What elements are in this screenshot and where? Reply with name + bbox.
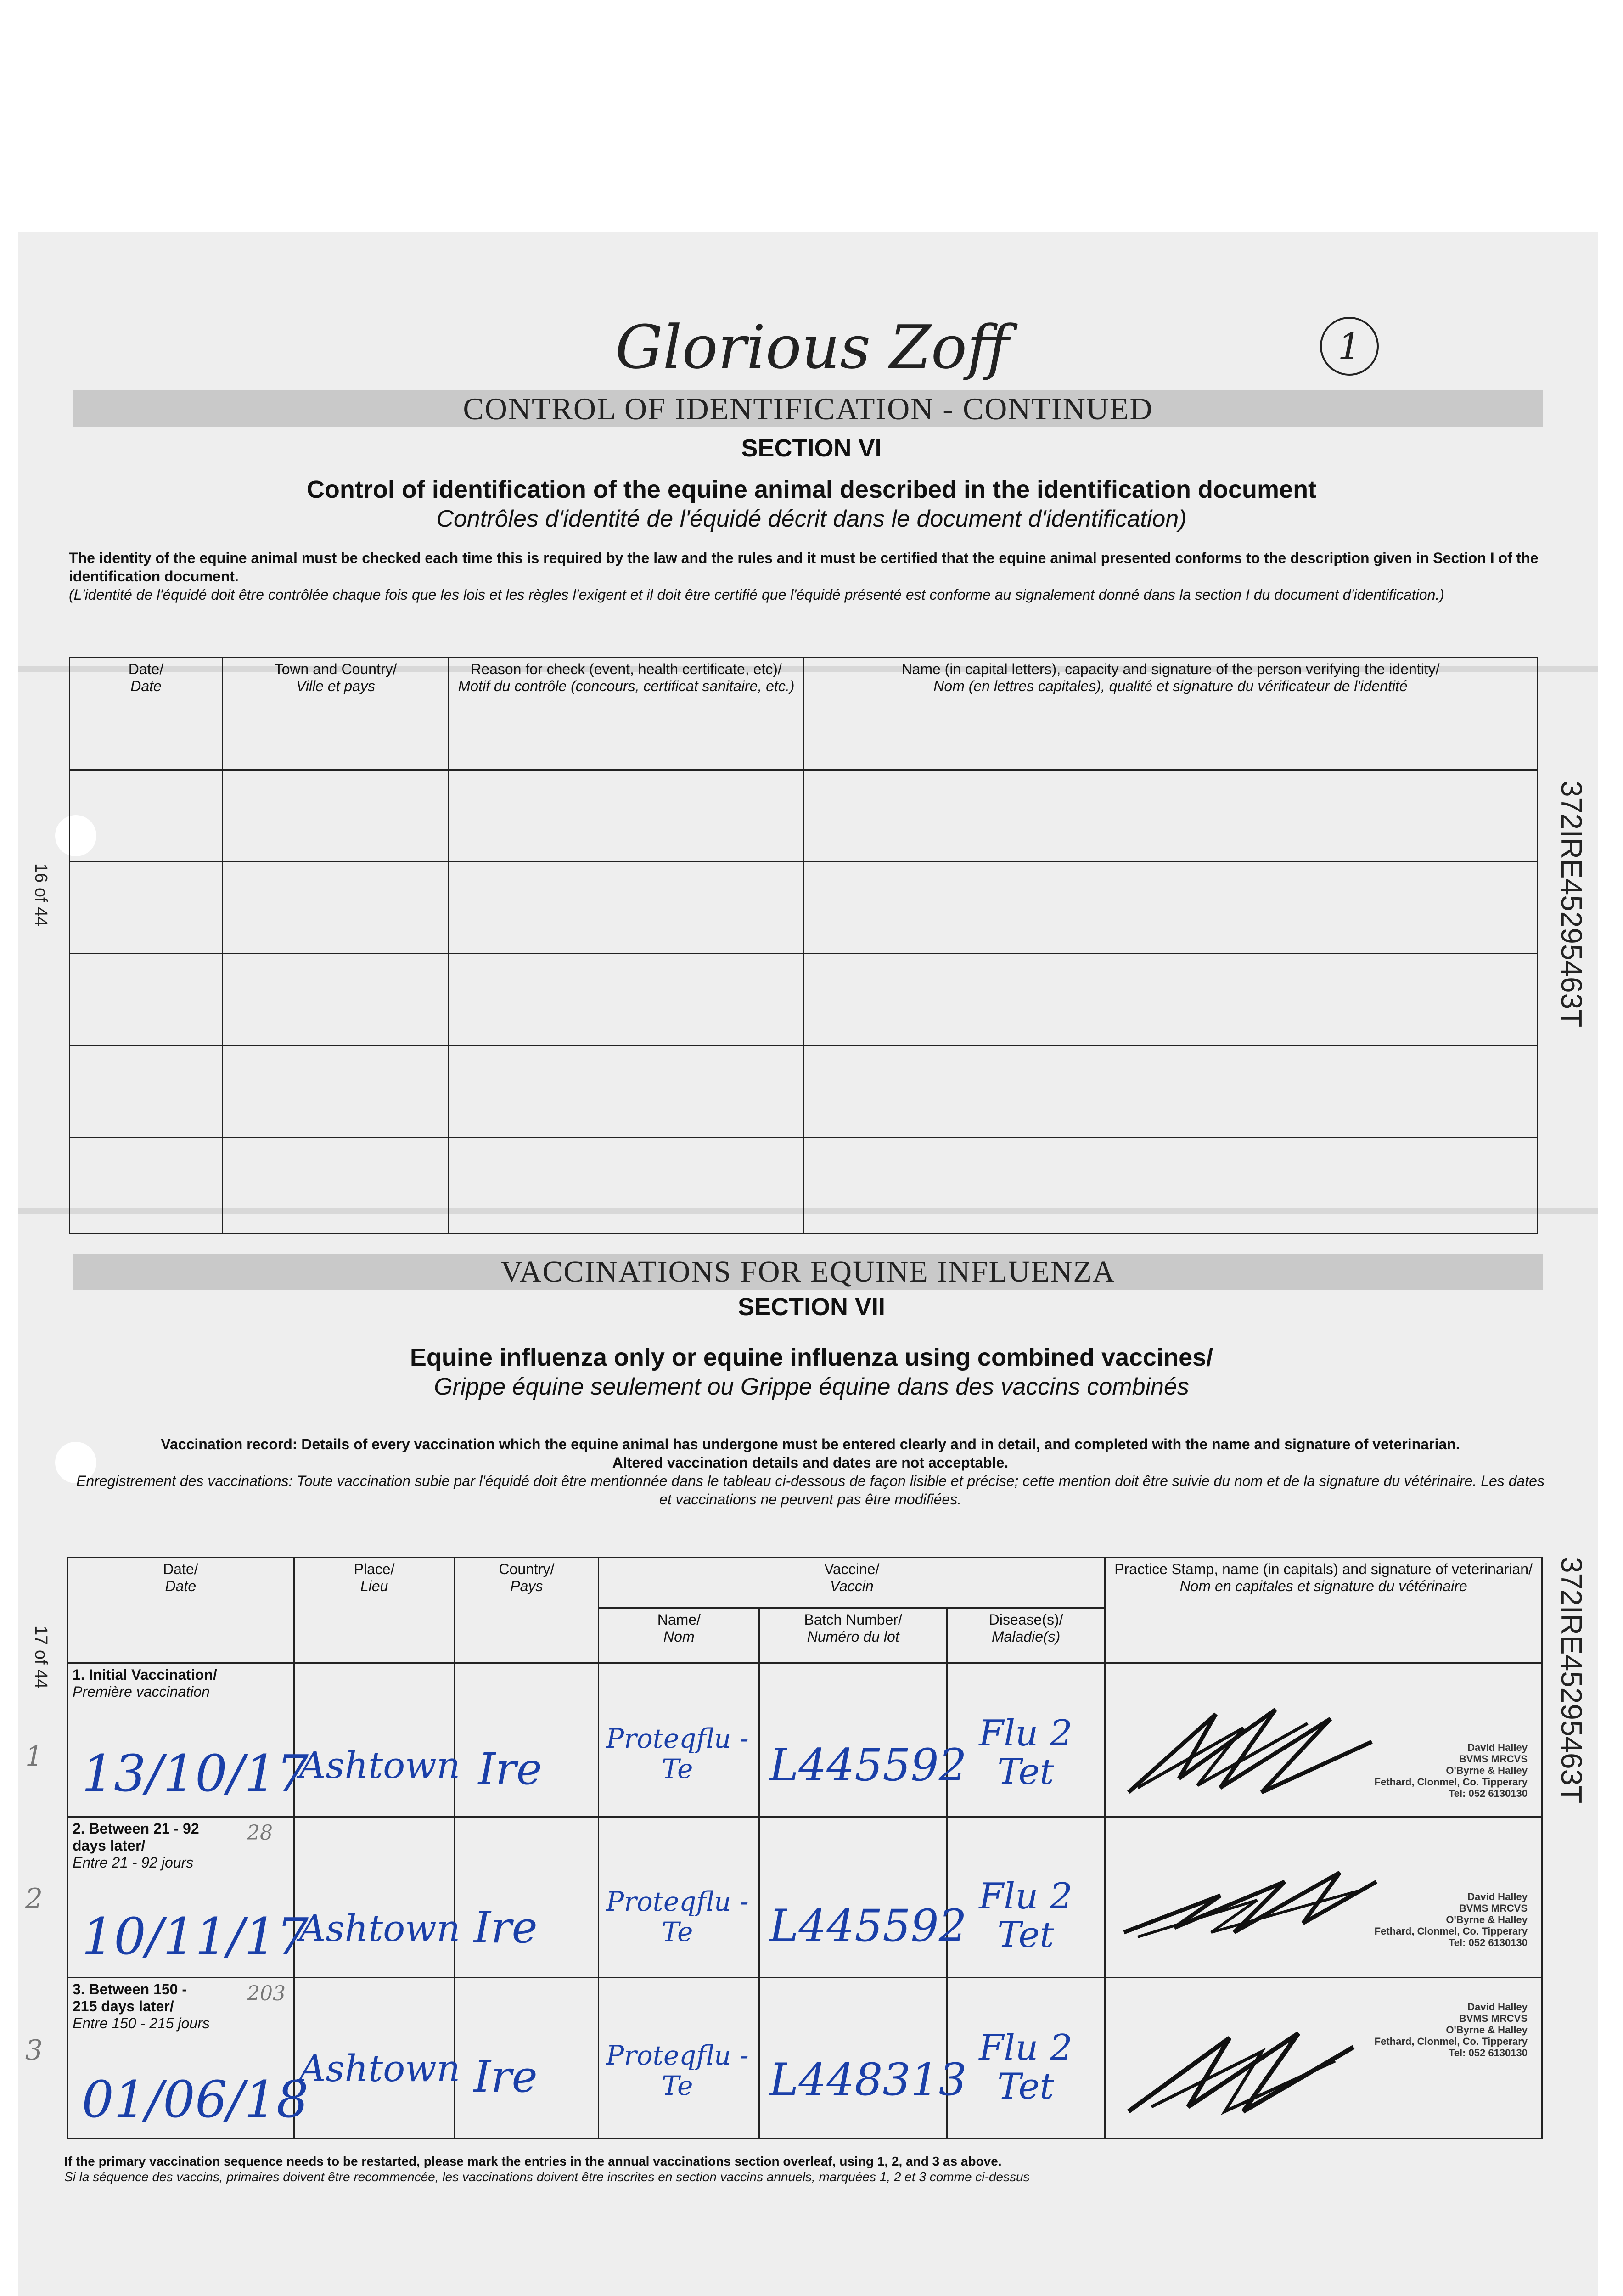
handwritten-date: 13/10/17 bbox=[82, 1744, 309, 1803]
col-verifier bbox=[804, 658, 1538, 770]
col-stamp bbox=[1105, 1558, 1542, 1663]
section6-intro-fr: (L'identité de l'équidé doit être contrôlée chaque fois que les lois et les règles l'exigent et il doit être certifié que l'équidé présenté est conforme au signalement donné dans la section I du document d'identification.) bbox=[69, 586, 1444, 603]
page-number-top: 16 of 44 bbox=[31, 863, 51, 927]
col-date bbox=[67, 1558, 294, 1663]
col-label-fr: Numéro du lot bbox=[807, 1628, 899, 1645]
empty-cell[interactable] bbox=[70, 1137, 223, 1234]
stamp-line: BVMS MRCVS bbox=[1459, 1753, 1528, 1765]
empty-cell[interactable] bbox=[223, 1137, 449, 1234]
vaccine-name-cell[interactable] bbox=[599, 1817, 759, 1978]
handwritten-vaccine-name: Proteqflu -Te bbox=[606, 1723, 749, 1784]
page-mark: 1 bbox=[1337, 325, 1361, 368]
handwritten-country: Ire bbox=[478, 1744, 542, 1795]
table-row bbox=[70, 862, 1538, 954]
disease-cell[interactable] bbox=[947, 1817, 1105, 1978]
day-count-annotation: 203 bbox=[247, 1982, 286, 2005]
vaccine-name-cell[interactable] bbox=[599, 1978, 759, 2138]
handwritten-date: 10/11/17 bbox=[82, 1907, 309, 1966]
col-label-fr: Maladie(s) bbox=[991, 1628, 1061, 1645]
row-label: 2. Between 21 - 92 days later/ bbox=[73, 1820, 199, 1854]
handwritten-disease: Flu 2 Tet bbox=[979, 2027, 1073, 2107]
place-cell[interactable] bbox=[294, 1978, 461, 2138]
batch-cell[interactable] bbox=[759, 1663, 967, 1817]
page-mark-circle bbox=[1320, 317, 1379, 376]
place-cell[interactable] bbox=[294, 1817, 461, 1978]
empty-cell[interactable] bbox=[449, 862, 804, 954]
col-country bbox=[455, 1558, 599, 1663]
disease-cell[interactable] bbox=[947, 1663, 1105, 1817]
handwritten-vaccine-name: Proteqflu -Te bbox=[606, 2040, 749, 2101]
col-reason bbox=[449, 658, 804, 770]
empty-cell[interactable] bbox=[449, 1137, 804, 1234]
date-cell[interactable] bbox=[67, 1663, 309, 1817]
col-label: Date/ bbox=[128, 661, 164, 677]
stamp-line: Fethard, Clonmel, Co. Tipperary bbox=[1374, 1776, 1528, 1788]
section7-subtitle: Equine influenza only or equine influenza using combined vaccines/ bbox=[410, 1344, 1213, 1371]
stamp-line: Tel: 052 6130130 bbox=[1448, 1788, 1528, 1799]
side-id-top: 372IRE45295463T bbox=[1555, 781, 1588, 1028]
side-id-bottom: 372IRE45295463T bbox=[1555, 1557, 1588, 1804]
col-town bbox=[223, 658, 449, 770]
table-row bbox=[70, 954, 1538, 1046]
section6-subtitle: Control of identification of the equine animal described in the identification document bbox=[306, 476, 1317, 503]
stamp-line: Tel: 052 6130130 bbox=[1448, 2047, 1528, 2059]
day-count-annotation: 28 bbox=[247, 1821, 273, 1845]
identity-check-table bbox=[69, 657, 1538, 1234]
stamp-cell[interactable] bbox=[1105, 1663, 1542, 1817]
stamp-line: O'Byrne & Halley bbox=[1446, 2024, 1528, 2036]
stamp-line: O'Byrne & Halley bbox=[1446, 1765, 1528, 1776]
empty-cell[interactable] bbox=[804, 862, 1538, 954]
stamp-line: David Halley bbox=[1467, 1742, 1528, 1753]
margin-mark: 3 bbox=[25, 2034, 43, 2066]
col-label: Country/ bbox=[499, 1561, 555, 1577]
country-cell[interactable] bbox=[455, 1663, 599, 1817]
section6-intro bbox=[69, 549, 1552, 604]
col-label-fr: Date bbox=[130, 678, 162, 694]
col-label: Reason for check (event, health certificate, etc)/ bbox=[471, 661, 782, 677]
section6-banner: CONTROL OF IDENTIFICATION - CONTINUED bbox=[73, 390, 1543, 427]
table-row bbox=[70, 1137, 1538, 1234]
col-label-fr: Ville et pays bbox=[296, 678, 375, 694]
empty-cell[interactable] bbox=[70, 1046, 223, 1137]
vaccination-table bbox=[67, 1557, 1543, 2139]
table-row bbox=[67, 1663, 1542, 1817]
section7-subtitle-fr: Grippe équine seulement ou Grippe équine dans des vaccins combinés bbox=[434, 1373, 1189, 1400]
section7-title: SECTION VII bbox=[737, 1293, 886, 1321]
margin-mark: 1 bbox=[25, 1740, 43, 1773]
col-label-fr: Pays bbox=[510, 1578, 543, 1594]
handwritten-country: Ire bbox=[473, 1902, 538, 1953]
col-label: Name (in capital letters), capacity and signature of the person verifying the identity/ bbox=[901, 661, 1440, 677]
stamp-line: Fethard, Clonmel, Co. Tipperary bbox=[1374, 1925, 1528, 1937]
section7-intro-en: Vaccination record: Details of every vaccination which the equine animal has undergone must be entered clearly and in detail, and completed with the name and signature of veterinarian. bbox=[161, 1436, 1460, 1452]
vet-signature bbox=[1119, 1854, 1386, 1946]
empty-cell[interactable] bbox=[804, 1046, 1538, 1137]
row-label-fr: Entre 21 - 92 jours bbox=[73, 1854, 194, 1871]
empty-cell[interactable] bbox=[223, 1046, 449, 1137]
row-label: 3. Between 150 - 215 days later/ bbox=[73, 1981, 187, 2015]
handwritten-batch: L445592 bbox=[769, 1739, 967, 1791]
vet-stamp bbox=[1375, 2001, 1528, 2059]
empty-cell[interactable] bbox=[804, 1137, 1538, 1234]
col-batch bbox=[759, 1608, 947, 1663]
empty-cell[interactable] bbox=[70, 862, 223, 954]
col-name bbox=[599, 1608, 759, 1663]
empty-cell[interactable] bbox=[449, 1046, 804, 1137]
vet-signature bbox=[1124, 1700, 1381, 1801]
empty-cell[interactable] bbox=[70, 954, 223, 1046]
stamp-cell[interactable] bbox=[1105, 1817, 1542, 1978]
section6-title: SECTION VI bbox=[741, 434, 882, 462]
place-cell[interactable] bbox=[294, 1663, 461, 1817]
stamp-line: David Halley bbox=[1467, 1891, 1528, 1902]
col-label-fr: Date bbox=[165, 1578, 197, 1594]
batch-cell[interactable] bbox=[759, 1817, 967, 1978]
handwritten-vaccine-name: Proteqflu -Te bbox=[606, 1886, 749, 1947]
stamp-line: Fethard, Clonmel, Co. Tipperary bbox=[1374, 2036, 1528, 2047]
empty-cell[interactable] bbox=[70, 770, 223, 862]
row-label-fr: Entre 150 - 215 jours bbox=[73, 2015, 210, 2032]
col-date bbox=[70, 658, 223, 770]
table-row bbox=[67, 1978, 1542, 2138]
col-label: Town and Country/ bbox=[274, 661, 397, 677]
section6-subtitle-fr: Contrôles d'identité de l'équidé décrit dans le document d'identification) bbox=[436, 506, 1187, 532]
handwritten-place: Ashtown bbox=[299, 1907, 461, 1950]
vaccine-name-cell[interactable] bbox=[599, 1663, 759, 1817]
section6-intro-en: The identity of the equine animal must be checked each time this is required by the law and the rules and it must be certified that the equine animal presented conforms to the description given in Section I of the identification document. bbox=[69, 550, 1539, 585]
footnote-fr: Si la séquence des vaccins, primaires doivent être recommencée, les vaccinations doivent être inscrites en section vaccins annuels, marquées 1, 2 et 3 comme ci-dessus bbox=[64, 2170, 1030, 2184]
handwritten-place: Ashtown bbox=[299, 2047, 461, 2090]
vet-signature bbox=[1124, 2020, 1381, 2121]
empty-cell[interactable] bbox=[223, 954, 449, 1046]
stamp-line: BVMS MRCVS bbox=[1459, 1902, 1528, 1914]
page-number-bottom: 17 of 44 bbox=[31, 1626, 51, 1689]
col-vaccine bbox=[599, 1558, 1105, 1608]
col-label-fr: Nom (en lettres capitales), qualité et signature du vérificateur de l'identité bbox=[933, 678, 1408, 694]
handwritten-batch: L445592 bbox=[769, 1900, 967, 1952]
handwritten-date: 01/06/18 bbox=[82, 2070, 309, 2129]
stamp-line: BVMS MRCVS bbox=[1459, 2013, 1528, 2024]
col-label: Name/ bbox=[657, 1611, 701, 1628]
handwritten-batch: L448313 bbox=[769, 2054, 967, 2105]
footnote bbox=[64, 2154, 1533, 2185]
date-cell[interactable] bbox=[67, 1817, 309, 1978]
section7-intro-en-2: Altered vaccination details and dates are not acceptable. bbox=[612, 1454, 1009, 1471]
col-label-fr: Nom en capitales et signature du vétérinaire bbox=[1179, 1578, 1467, 1594]
empty-cell[interactable] bbox=[223, 862, 449, 954]
col-label: Place/ bbox=[354, 1561, 395, 1577]
handwritten-country: Ire bbox=[473, 2052, 538, 2102]
section7-intro-fr: Enregistrement des vaccinations: Toute vaccination subie par l'équidé doit être mentionnée dans le tableau ci-dessous de façon lisible et précise; cette mention doit être suivie du nom et de la signature du vétérinaire. Les dates et vaccinations ne peuvent pas être modifiées. bbox=[76, 1473, 1544, 1508]
section7-banner: VACCINATIONS FOR EQUINE INFLUENZA bbox=[73, 1254, 1543, 1290]
horse-name-handwritten: Glorious Zoff bbox=[615, 312, 1010, 382]
col-label-fr: Nom bbox=[663, 1628, 695, 1645]
footnote-en: If the primary vaccination sequence needs to be restarted, please mark the entries in the annual vaccinations section overleaf, using 1, 2, and 3 as above. bbox=[64, 2154, 1002, 2168]
col-label-fr: Lieu bbox=[360, 1578, 388, 1594]
table-row bbox=[67, 1817, 1542, 1978]
col-label: Vaccine/ bbox=[824, 1561, 880, 1577]
batch-cell[interactable] bbox=[759, 1978, 967, 2138]
handwritten-disease: Flu 2 Tet bbox=[979, 1713, 1073, 1793]
col-disease bbox=[947, 1608, 1105, 1663]
row-label-fr: Première vaccination bbox=[73, 1683, 210, 1700]
empty-cell[interactable] bbox=[804, 954, 1538, 1046]
col-label: Practice Stamp, name (in capitals) and signature of veterinarian/ bbox=[1114, 1561, 1533, 1577]
country-cell[interactable] bbox=[455, 1978, 599, 2138]
handwritten-disease: Flu 2 Tet bbox=[979, 1876, 1073, 1956]
col-label: Date/ bbox=[163, 1561, 198, 1577]
stamp-line: O'Byrne & Halley bbox=[1446, 1914, 1528, 1925]
stamp-cell[interactable] bbox=[1105, 1978, 1542, 2138]
vet-stamp bbox=[1375, 1742, 1528, 1799]
handwritten-place: Ashtown bbox=[299, 1744, 461, 1787]
table-row bbox=[70, 770, 1538, 862]
stamp-line: Tel: 052 6130130 bbox=[1448, 1937, 1528, 1948]
empty-cell[interactable] bbox=[449, 770, 804, 862]
col-label-fr: Motif du contrôle (concours, certificat sanitaire, etc.) bbox=[458, 678, 795, 694]
empty-cell[interactable] bbox=[449, 954, 804, 1046]
country-cell[interactable] bbox=[455, 1817, 599, 1978]
empty-cell[interactable] bbox=[804, 770, 1538, 862]
date-cell[interactable] bbox=[67, 1978, 309, 2138]
section7-intro bbox=[69, 1435, 1552, 1508]
col-label: Disease(s)/ bbox=[988, 1611, 1063, 1628]
col-label-fr: Vaccin bbox=[830, 1578, 874, 1594]
table-row bbox=[70, 1046, 1538, 1137]
disease-cell[interactable] bbox=[947, 1978, 1105, 2138]
empty-cell[interactable] bbox=[223, 770, 449, 862]
row-label: 1. Initial Vaccination/ bbox=[73, 1666, 217, 1683]
margin-mark: 2 bbox=[25, 1883, 43, 1915]
col-label: Batch Number/ bbox=[804, 1611, 902, 1628]
stamp-line: David Halley bbox=[1467, 2001, 1528, 2013]
col-place bbox=[294, 1558, 455, 1663]
vet-stamp bbox=[1375, 1891, 1528, 1948]
